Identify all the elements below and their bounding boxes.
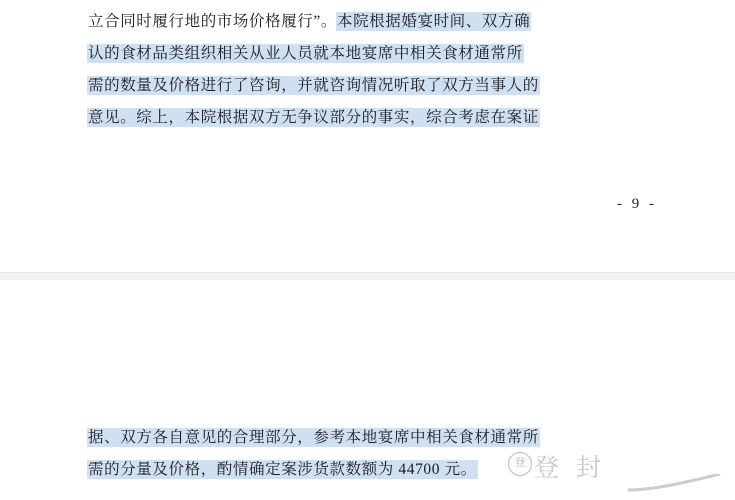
text-line	[88, 70, 656, 102]
text-run-highlighted: 本院根据婚宴时间、双方确	[336, 13, 531, 30]
text-line	[88, 38, 656, 70]
text-run-highlighted: 据、双方各自意见的合理部分，参考本地宴席中相关食材通常所	[88, 429, 539, 446]
text-line	[88, 102, 656, 134]
text-run-highlighted: 意见。综上，本院根据双方无争议部分的事实，综合考虑在案证	[88, 109, 539, 126]
text-line	[88, 422, 656, 454]
watermark-text: 登 封	[534, 454, 606, 482]
text-run-highlighted: 需的分量及价格，酌情确定案涉货款数额为 44700 元。	[88, 461, 477, 478]
page-10-body-text	[88, 422, 656, 486]
text-run-highlighted: 认的食材品类组织相关从业人员就本地宴席中相关食材通常所	[88, 45, 523, 62]
text-line	[88, 6, 656, 38]
text-line	[88, 454, 656, 486]
text-run-plain: 立合同时履行地的市场价格履行”。	[88, 13, 337, 30]
text-run-highlighted: 需的数量及价格进行了咨询，并就咨询情况听取了双方当事人的	[88, 77, 539, 94]
document-page-10	[0, 280, 735, 500]
watermark-logo-icon: 登	[508, 452, 532, 476]
page-9-body-text	[88, 6, 656, 134]
page-number: - 9 -	[617, 196, 657, 212]
